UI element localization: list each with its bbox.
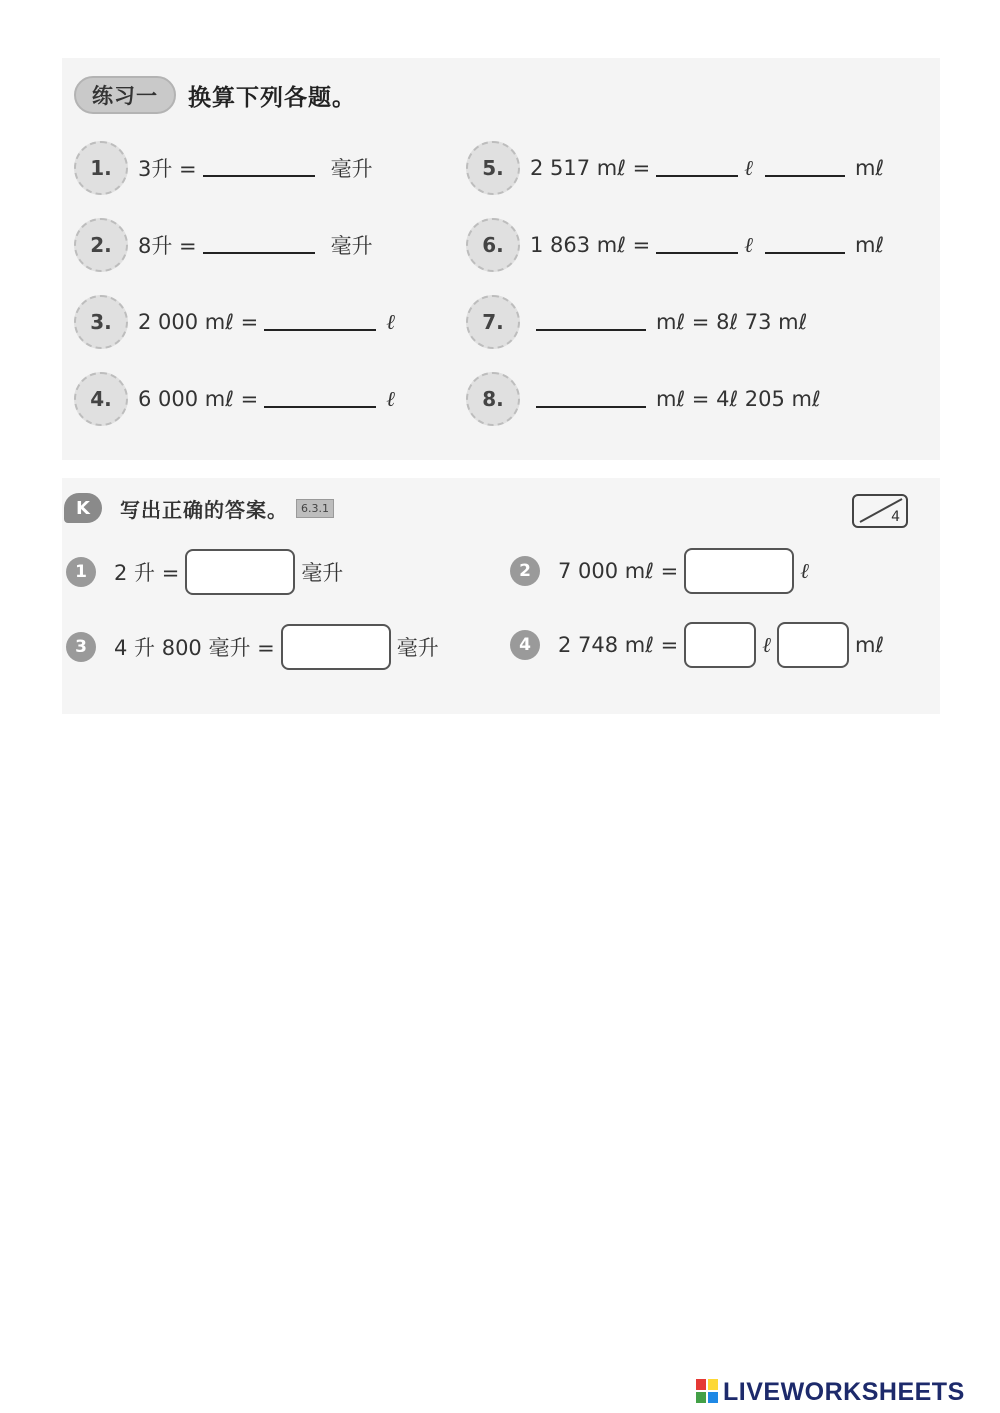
unit-label: 毫升 <box>330 234 373 258</box>
unit-milliliter: mℓ <box>854 233 885 257</box>
exercise-badge: 练习一 <box>74 76 176 114</box>
unit-liter: ℓ <box>744 232 753 257</box>
unit-liter: ℓ <box>744 155 753 180</box>
question-4 <box>74 371 395 427</box>
equation-rest: mℓ = 8ℓ 73 mℓ <box>656 310 808 334</box>
unit-label: 毫升 <box>301 561 344 585</box>
k-question-2 <box>510 546 809 596</box>
question-text: 2 升 = <box>114 561 180 585</box>
question-number: 2 <box>510 556 540 586</box>
question-text: 6 000 mℓ = <box>138 387 259 411</box>
k-question-4 <box>510 620 884 670</box>
unit-milliliter: mℓ <box>854 156 885 180</box>
question-number: 8. <box>466 372 520 426</box>
question-1 <box>74 140 373 196</box>
question-number: 1. <box>74 141 128 195</box>
answer-box-milliliters[interactable] <box>777 622 849 668</box>
question-number: 3. <box>74 295 128 349</box>
answer-blank-liters[interactable] <box>656 159 738 177</box>
k-question-3 <box>66 622 439 672</box>
equation-rest: mℓ = 4ℓ 205 mℓ <box>656 387 821 411</box>
answer-box-liters[interactable] <box>684 622 756 668</box>
question-8 <box>466 371 821 427</box>
logo-blocks-icon <box>696 1379 720 1405</box>
unit-label: ℓ <box>386 309 395 334</box>
question-number: 5. <box>466 141 520 195</box>
answer-blank[interactable] <box>536 313 646 331</box>
unit-label: ℓ <box>800 558 809 583</box>
question-text: 2 517 mℓ = <box>530 156 651 180</box>
question-number: 2. <box>74 218 128 272</box>
exercise-instruction: 换算下列各题。 <box>188 84 356 111</box>
question-number: 6. <box>466 218 520 272</box>
unit-label: 毫升 <box>330 157 373 181</box>
answer-blank-milliliters[interactable] <box>765 159 845 177</box>
question-text: 8升 = <box>138 234 197 258</box>
question-3 <box>74 294 395 350</box>
score-total: 4 <box>891 509 900 525</box>
question-6 <box>466 217 884 273</box>
question-2 <box>74 217 373 273</box>
question-number: 7. <box>466 295 520 349</box>
question-text: 2 000 mℓ = <box>138 310 259 334</box>
question-text: 2 748 mℓ = <box>558 633 679 657</box>
answer-box[interactable] <box>185 549 295 595</box>
section-k-panel <box>62 478 940 714</box>
logo-text: LIVEWORKSHEETS <box>723 1377 965 1406</box>
unit-liter: ℓ <box>762 632 771 657</box>
question-text: 4 升 800 毫升 = <box>114 636 275 660</box>
section-k-header <box>64 490 334 526</box>
liveworksheets-logo <box>696 1376 965 1408</box>
question-5 <box>466 140 884 196</box>
question-7 <box>466 294 807 350</box>
answer-box[interactable] <box>684 548 794 594</box>
exercise-1-header <box>74 74 356 116</box>
section-k-badge: K <box>64 493 102 523</box>
question-text: 7 000 mℓ = <box>558 559 679 583</box>
question-number: 1 <box>66 557 96 587</box>
answer-blank-liters[interactable] <box>656 236 738 254</box>
unit-label: 毫升 <box>396 636 439 660</box>
answer-blank[interactable] <box>264 390 376 408</box>
score-box <box>852 494 908 528</box>
exercise-1-panel <box>62 58 940 460</box>
answer-blank[interactable] <box>203 236 315 254</box>
question-number: 3 <box>66 632 96 662</box>
question-number: 4 <box>510 630 540 660</box>
answer-box[interactable] <box>281 624 391 670</box>
question-text: 1 863 mℓ = <box>530 233 651 257</box>
answer-blank-milliliters[interactable] <box>765 236 845 254</box>
question-text: 3升 = <box>138 157 197 181</box>
k-question-1 <box>66 547 343 597</box>
section-k-instruction: 写出正确的答案。 <box>120 497 288 522</box>
question-number: 4. <box>74 372 128 426</box>
curriculum-code: 6.3.1 <box>296 499 334 518</box>
answer-blank[interactable] <box>264 313 376 331</box>
unit-milliliter: mℓ <box>854 633 885 657</box>
answer-blank[interactable] <box>536 390 646 408</box>
answer-blank[interactable] <box>203 159 315 177</box>
unit-label: ℓ <box>386 386 395 411</box>
